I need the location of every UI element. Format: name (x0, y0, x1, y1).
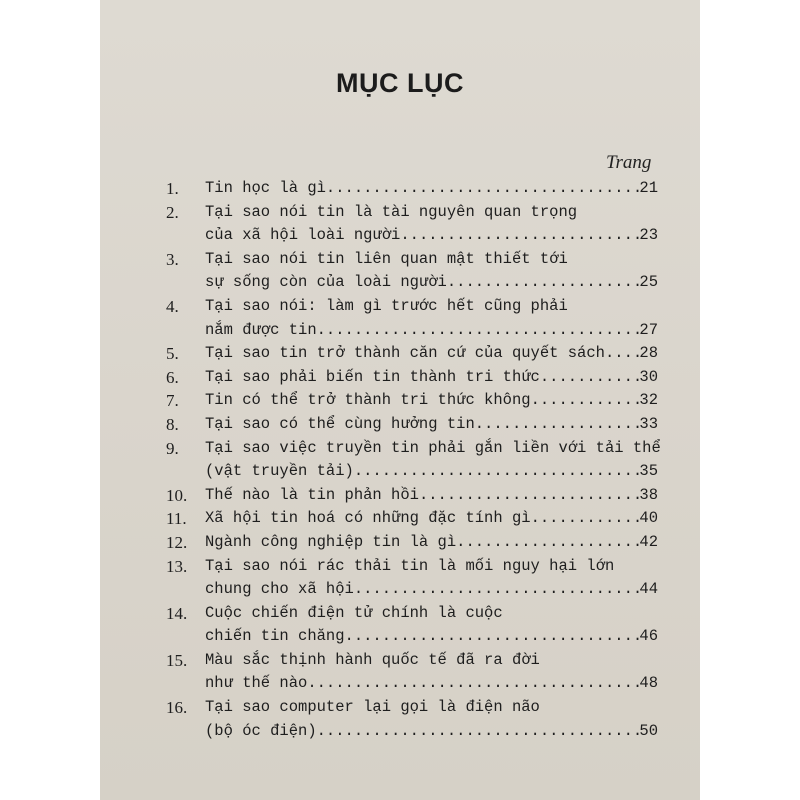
toc-leader-line (205, 177, 658, 201)
page-column-label: Trang (606, 152, 652, 173)
toc-entry-number: 5. (166, 344, 179, 364)
toc-line (100, 696, 700, 720)
toc-entry-title: Tin học là gì (205, 179, 326, 197)
toc-page-number: 28 (639, 344, 658, 363)
toc-page-number: 38 (639, 485, 658, 504)
toc-entry (100, 437, 700, 484)
toc-entry-number: 11. (166, 509, 187, 529)
toc-entry-title: sự sống còn của loài người (205, 273, 447, 292)
toc-entry-title: nắm được tin (205, 320, 317, 339)
toc-dot-leader (605, 342, 639, 366)
toc-entry-number: 4. (166, 296, 179, 316)
toc-entry-title: Tại sao computer lại gọi là điện não (205, 698, 540, 717)
toc-entry-number: 16. (166, 698, 188, 718)
toc-entry-number: 12. (166, 532, 188, 552)
toc-entry-title: chiến tin chăng (205, 627, 345, 646)
toc-dot-leader (317, 720, 640, 744)
toc-page-number: 48 (639, 674, 658, 693)
toc-dot-leader (475, 413, 640, 437)
toc-entry (100, 696, 700, 743)
toc-leader-line (205, 224, 658, 248)
toc-line (100, 625, 700, 649)
toc-dot-leader (447, 271, 640, 295)
toc-line (100, 578, 700, 602)
toc-entry-title: Thế nào là tin phản hồi (205, 485, 419, 504)
toc-page-number: 50 (639, 721, 658, 740)
toc-entry-number: 10. (166, 485, 188, 505)
toc-page-number: 35 (639, 462, 658, 481)
toc-leader-line (205, 720, 658, 744)
toc-entry (100, 342, 700, 366)
toc-dot-leader (354, 460, 640, 484)
toc-entry (100, 507, 700, 531)
toc-line (100, 413, 700, 437)
toc-page-number: 46 (639, 627, 658, 646)
toc-entry-number: 8. (166, 414, 179, 434)
toc-page-number: 42 (639, 532, 658, 551)
toc-entry-title: Tại sao có thể cùng hưởng tin (205, 414, 475, 433)
toc-line (100, 531, 700, 555)
toc-page-number: 44 (639, 580, 658, 599)
toc-dot-leader (540, 366, 640, 390)
toc-dot-leader (354, 578, 640, 602)
toc-entry (100, 248, 700, 295)
toc-line (100, 319, 700, 343)
toc-line (100, 555, 700, 579)
toc-line (100, 460, 700, 484)
toc-dot-leader (307, 672, 639, 696)
toc-line (100, 224, 700, 248)
toc-entry-title: (vật truyền tải) (205, 462, 354, 481)
toc-entry (100, 602, 700, 649)
toc-entry-title: Tại sao nói tin là tài nguyên quan trọng (205, 202, 578, 221)
toc-leader-line (205, 271, 658, 295)
toc-entry-number: 14. (166, 603, 188, 623)
toc-dot-leader (531, 389, 640, 413)
toc-line (100, 177, 700, 201)
toc-entry-title: của xã hội loài người (205, 226, 401, 245)
toc-leader-line (205, 531, 658, 555)
toc-leader-line (205, 484, 658, 508)
toc-entry-number: 7. (166, 391, 179, 411)
toc-dot-leader (317, 319, 640, 343)
toc-leader-line (205, 389, 658, 413)
toc-dot-leader (419, 484, 639, 508)
toc-page-number: 27 (639, 320, 658, 339)
toc-leader-line (205, 319, 658, 343)
toc-entry-number: 3. (166, 249, 179, 269)
toc-dot-leader (456, 531, 639, 555)
toc-line (100, 720, 700, 744)
toc-entry-title: Xã hội tin hoá có những đặc tính gì (205, 509, 531, 528)
toc-entry (100, 531, 700, 555)
toc-entry-number: 9. (166, 438, 179, 458)
toc-entry-title: Tại sao nói rác thải tin là mối nguy hại lớn (205, 556, 615, 575)
toc-leader-line (205, 578, 658, 602)
toc-line (100, 672, 700, 696)
toc-entry-title: Ngành công nghiệp tin là gì (205, 532, 457, 551)
toc-page-number: 40 (639, 509, 658, 528)
toc-entry-number: 15. (166, 650, 188, 670)
toc-entry-title: Tại sao nói: làm gì trước hết cũng phải (205, 296, 568, 315)
toc-entry-title: Tại sao phải biến tin thành tri thức (205, 367, 540, 386)
toc-entry (100, 555, 700, 602)
toc-leader-line (205, 672, 658, 696)
toc-leader-line (205, 342, 658, 366)
toc-line (100, 437, 700, 461)
toc-entry (100, 295, 700, 342)
toc-page-number: 21 (639, 179, 658, 197)
toc-entry (100, 201, 700, 248)
toc-line (100, 248, 700, 272)
toc-page-number: 32 (639, 391, 658, 410)
toc-entry-title: Cuộc chiến điện tử chính là cuộc (205, 603, 503, 622)
toc-entry-title: Tại sao việc truyền tin phải gắn liền với tải thể (205, 438, 661, 457)
book-page (100, 0, 700, 800)
toc-entry (100, 366, 700, 390)
toc-entry (100, 484, 700, 508)
toc-line (100, 389, 700, 413)
toc-line (100, 366, 700, 390)
toc-page-number: 33 (639, 414, 658, 433)
toc-line (100, 602, 700, 626)
toc-dot-leader (345, 625, 640, 649)
toc-entry-title: Tin có thể trở thành tri thức không (205, 391, 531, 410)
toc-entry-title: Tại sao nói tin liên quan mật thiết tới (205, 249, 568, 268)
toc-entry-title: (bộ óc điện) (205, 721, 317, 740)
toc-line (100, 295, 700, 319)
toc-entry-number: 6. (166, 367, 179, 387)
toc-line (100, 484, 700, 508)
toc-line (100, 201, 700, 225)
toc-entry-title: Màu sắc thịnh hành quốc tế đã ra đời (205, 650, 540, 669)
toc-entry (100, 649, 700, 696)
page-title: MỤC LỤC (336, 68, 464, 98)
toc-leader-line (205, 507, 658, 531)
toc-entry (100, 177, 700, 201)
toc-page-number: 25 (639, 273, 658, 292)
toc-page-number: 23 (639, 226, 658, 245)
toc-entry-title: như thế nào (205, 674, 308, 693)
toc-entry (100, 413, 700, 437)
toc-dot-leader (531, 507, 640, 531)
toc-entry (100, 389, 700, 413)
table-of-contents (100, 177, 700, 743)
toc-line (100, 271, 700, 295)
toc-entry-number: 1. (166, 179, 179, 198)
toc-leader-line (205, 366, 658, 390)
toc-line (100, 507, 700, 531)
toc-leader-line (205, 625, 658, 649)
toc-page-number: 30 (639, 367, 658, 386)
toc-entry-title: Tại sao tin trở thành căn cứ của quyết sách (205, 344, 605, 363)
toc-leader-line (205, 460, 658, 484)
toc-line (100, 342, 700, 366)
toc-entry-number: 13. (166, 556, 188, 576)
toc-line (100, 649, 700, 673)
toc-leader-line (205, 413, 658, 437)
toc-entry-number: 2. (166, 202, 179, 222)
toc-dot-leader (400, 224, 639, 248)
toc-dot-leader (326, 177, 639, 201)
toc-entry-title: chung cho xã hội (205, 580, 354, 599)
